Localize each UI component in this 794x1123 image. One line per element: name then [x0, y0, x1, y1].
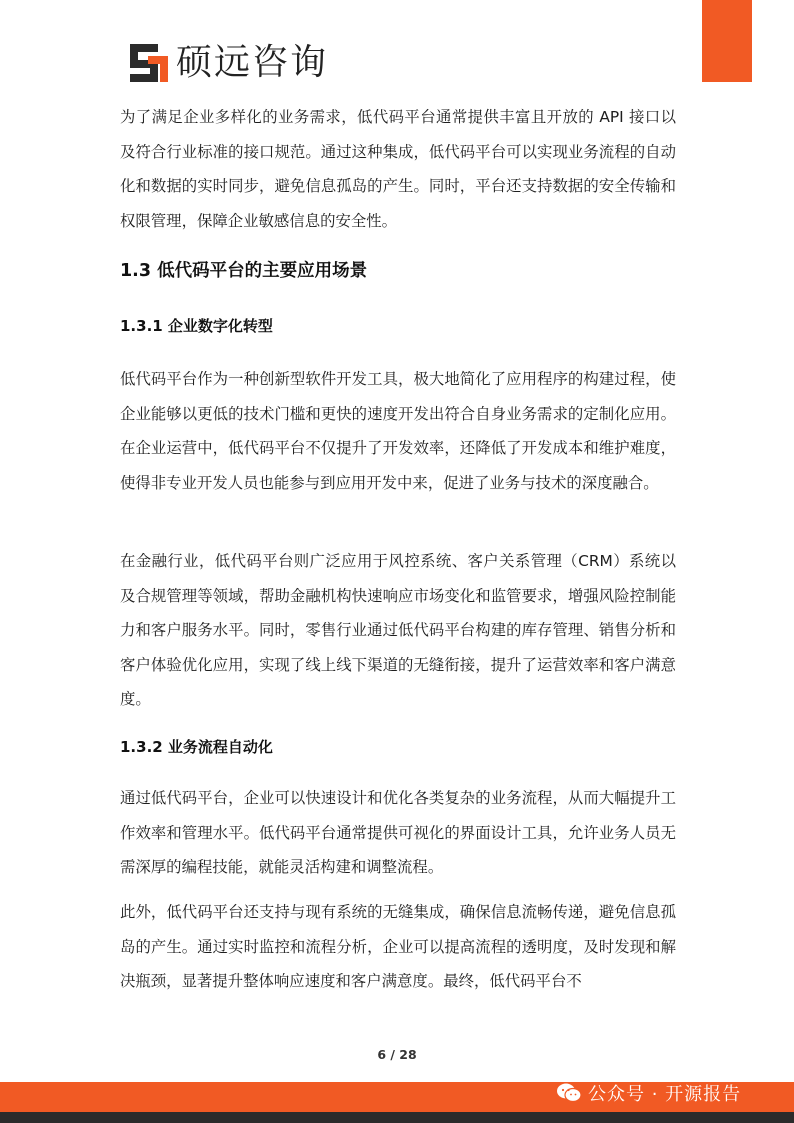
subsection-2-paragraph-1: 通过低代码平台，企业可以快速设计和优化各类复杂的业务流程，从而大幅提升工作效率和管理水平。低代码平台通常提供可视化的界面设计工具，允许业务人员无需深厚的编程技能，就能灵活构建和调整流程。	[120, 789, 676, 876]
footer-dark-strip	[0, 1112, 794, 1123]
page-number: 6 / 28	[377, 1047, 417, 1062]
corner-accent-bar	[702, 0, 752, 82]
subsection-2-paragraph-2: 此外，低代码平台还支持与现有系统的无缝集成，确保信息流畅传递，避免信息孤岛的产生。通过实时监控和流程分析，企业可以提高流程的透明度，及时发现和解决瓶颈，显著提升整体响应速度和客户满意度。最终，低代码平台不	[120, 903, 676, 990]
logo-text: 硕远咨询	[176, 42, 329, 83]
subsection-heading-1: 1.3.1 企业数字化转型	[120, 317, 273, 335]
section-heading: 1.3 低代码平台的主要应用场景	[120, 261, 368, 281]
intro-paragraph: 为了满足企业多样化的业务需求，低代码平台通常提供丰富且开放的 API 接口以及符合行业标准的接口规范。通过这种集成，低代码平台可以实现业务流程的自动化和数据的实时同步，避免信息孤岛的产生。同时，平台还支持数据的安全传输和权限管理，保障企业敏感信息的安全性。	[120, 108, 676, 230]
subsection-heading-2: 1.3.2 业务流程自动化	[120, 738, 273, 756]
logo-mark-icon	[128, 42, 170, 84]
subsection-1-paragraph-1: 低代码平台作为一种创新型软件开发工具，极大地简化了应用程序的构建过程，使企业能够以更低的技术门槛和更快的速度开发出符合自身业务需求的定制化应用。在企业运营中，低代码平台不仅提升了开发效率，还降低了开发成本和维护难度，使得非专业开发人员也能参与到应用开发中来，促进了业务与技术的深度融合。	[120, 370, 676, 492]
wechat-icon	[556, 1082, 582, 1104]
watermark	[556, 1078, 741, 1108]
subsection-1-paragraph-2: 在金融行业，低代码平台则广泛应用于风控系统、客户关系管理（CRM）系统以及合规管理等领域，帮助金融机构快速响应市场变化和监管要求，增强风险控制能力和客户服务水平。同时，零售行业通过低代码平台构建的库存管理、销售分析和客户体验优化应用，实现了线上线下渠道的无缝衔接，提升了运营效率和客户满意度。	[120, 552, 676, 708]
brand-logo	[128, 40, 328, 86]
watermark-text: 公众号 · 开源报告	[588, 1084, 742, 1105]
